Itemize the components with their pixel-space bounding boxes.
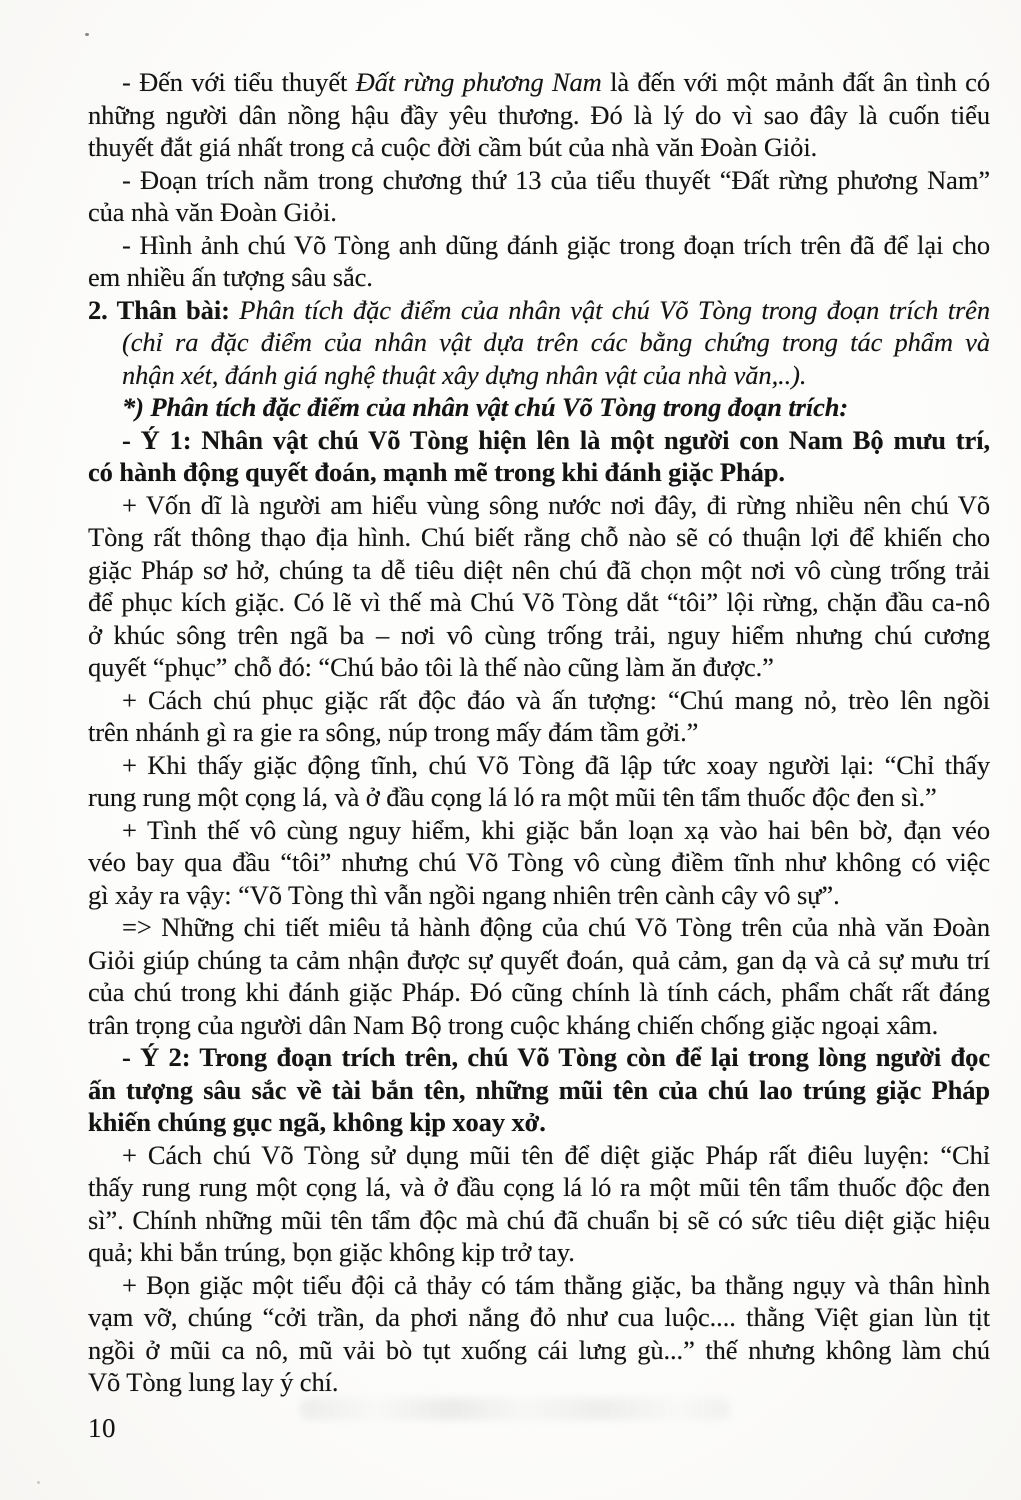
text-line xyxy=(88,1204,990,1237)
text-line xyxy=(88,1171,990,1204)
text-line xyxy=(88,1106,990,1139)
scan-speck xyxy=(37,1481,40,1484)
scan-bleedthrough-artifact xyxy=(300,1398,730,1420)
text-line xyxy=(88,749,990,782)
paragraph-intro-point-impression xyxy=(88,229,990,294)
text-run: + Bọn giặc một tiểu đội cả thảy có tám thằng giặc, ba thằng ngụy và thân hình xyxy=(122,1269,990,1300)
text-run: nhận xét, đánh giá nghệ thuật xây dựng nhân vật của nhà văn,..). xyxy=(122,359,807,390)
text-line xyxy=(88,229,990,262)
paragraph-y1-evidence-reaction xyxy=(88,749,990,814)
text-run: Phân tích đặc điểm của nhân vật chú Võ Tòng trong đoạn trích trên xyxy=(239,294,990,325)
paragraph-y1-evidence-terrain xyxy=(88,489,990,684)
text-run: - Ý 1: Nhân vật chú Võ Tòng hiện lên là một người con Nam Bộ mưu trí, xyxy=(122,424,990,455)
text-run: thuyết đắt giá nhất trong cả cuộc đời cầm bút của nhà văn Đoàn Giỏi. xyxy=(88,132,818,162)
text-run: (chỉ ra đặc điểm của nhân vật dựa trên các bằng chứng trong tác phẩm và xyxy=(122,327,990,357)
paragraph-intro-point-excerpt xyxy=(88,164,990,229)
text-run: 2. Thân bài: xyxy=(88,294,240,325)
text-line xyxy=(88,489,990,522)
text-run: ngồi ở mũi ca nô, mũ vải bò tụt xuống cái lưng gù...” thế nhưng không làm chú xyxy=(88,1334,990,1365)
paragraph-intro-point-novel xyxy=(88,66,990,164)
text-line xyxy=(88,586,990,619)
text-run: Đất rừng phương Nam xyxy=(355,67,602,97)
text-run: - Đến với tiểu thuyết xyxy=(122,67,356,97)
text-block xyxy=(88,66,990,1399)
text-run: quyết “phục” chỗ đó: “Chú bảo tôi là thế nào cũng làm ăn được.” xyxy=(88,652,774,682)
text-run: gì xảy ra vậy: “Võ Tòng thì vẫn ngồi ngang nhiên trên cành cây vô sự”. xyxy=(88,879,840,910)
text-line xyxy=(88,1301,990,1334)
text-run: ấn tượng sâu sắc về tài bắn tên, những mũi tên của chú lao trúng giặc Pháp xyxy=(88,1074,990,1105)
paragraph-y2-evidence-enemy xyxy=(88,1269,990,1399)
text-run: là đến với một mảnh đất ân tình có xyxy=(601,67,990,97)
text-run: trên nhánh gì ra gie ra sông, núp trong mấy đám tầm gởi.” xyxy=(88,717,699,747)
text-run: của nhà văn Đoàn Giỏi. xyxy=(88,197,337,227)
text-line xyxy=(88,1269,990,1302)
text-line xyxy=(88,131,990,164)
text-run: + Cách chú phục giặc rất độc đáo và ấn tượng: “Chú mang nỏ, trèo lên ngồi xyxy=(122,684,990,715)
text-line xyxy=(88,326,990,359)
text-line xyxy=(88,1366,990,1399)
text-line xyxy=(88,99,990,132)
text-run: => Những chi tiết miêu tả hành động của chú Võ Tòng trên của nhà văn Đoàn xyxy=(122,912,990,942)
text-run: *) Phân tích đặc điểm của nhân vật chú Võ Tòng trong đoạn trích: xyxy=(122,392,849,422)
text-line xyxy=(88,196,990,229)
text-run: sì”. Chính những mũi tên tẩm độc mà chú đã chuẩn bị sẽ có sức tiêu diệt giặc hiệu xyxy=(88,1204,990,1235)
text-run: Giỏi giúp chúng ta cảm nhận được sự quyết đoán, quả cảm, gan dạ và cả sự mưu trí xyxy=(88,944,990,975)
text-run: - Đoạn trích nằm trong chương thứ 13 của tiểu thuyết “Đất rừng phương Nam” xyxy=(122,164,990,195)
text-line xyxy=(88,651,990,684)
text-run: thấy rung rung một cọng lá, và ở đầu cọng lá ló ra một mũi tên tẩm thuốc độc đen xyxy=(88,1172,990,1202)
text-line xyxy=(88,1334,990,1367)
text-run: rung rung một cọng lá, và ở đầu cọng lá ló ra một mũi tên tẩm thuốc độc đen sì.” xyxy=(88,782,937,812)
paragraph-y2-heading xyxy=(88,1041,990,1139)
paragraph-y1-evidence-calm xyxy=(88,814,990,912)
text-run: + Tình thế vô cùng nguy hiểm, khi giặc bắn loạn xạ vào hai bên bờ, đạn véo xyxy=(122,814,990,845)
text-run: Võ Tòng lung lay ý chí. xyxy=(88,1367,339,1397)
page-number: 10 xyxy=(88,1413,116,1443)
text-line xyxy=(88,359,990,392)
text-line xyxy=(88,554,990,587)
text-run: quả; khi bắn trúng, bọn giặc không kịp trở tay. xyxy=(88,1237,575,1267)
text-run: vạm vỡ, chúng “cởi trần, da phơi nắng đỏ như cua luộc.... thằng Việt gian lùn tịt xyxy=(88,1302,990,1332)
text-line xyxy=(88,164,990,197)
text-line xyxy=(88,1236,990,1269)
text-line xyxy=(88,846,990,879)
scan-speck xyxy=(85,33,89,36)
text-run: véo bay qua đầu “tôi” nhưng chú Võ Tòng vô cùng điềm tĩnh như không có việc xyxy=(88,847,990,877)
paragraph-y2-evidence-skill xyxy=(88,1139,990,1269)
text-line xyxy=(88,1041,990,1074)
paragraph-y1-conclusion xyxy=(88,911,990,1041)
text-run: có hành động quyết đoán, mạnh mẽ trong khi đánh giặc Pháp. xyxy=(88,457,785,487)
text-line xyxy=(88,66,990,99)
paragraph-y1-evidence-ambush xyxy=(88,684,990,749)
text-line xyxy=(88,1074,990,1107)
paragraph-than-bai-heading xyxy=(88,294,990,392)
text-run: những người dân nồng hậu đầy yêu thương. Đó là lý do vì sao đây là cuốn tiểu xyxy=(88,99,990,130)
text-line xyxy=(88,1009,990,1042)
text-line xyxy=(88,781,990,814)
text-line xyxy=(88,261,990,294)
text-line xyxy=(88,424,990,457)
text-run: Tòng rất thông thạo địa hình. Chú biết rằng chỗ nào sẽ có thuận lợi để khiến cho xyxy=(88,522,990,552)
paragraph-y1-heading xyxy=(88,424,990,489)
text-line xyxy=(88,521,990,554)
text-line xyxy=(88,684,990,717)
text-line xyxy=(88,814,990,847)
text-run: - Hình ảnh chú Võ Tòng anh dũng đánh giặc trong đoạn trích trên đã để lại cho xyxy=(122,229,990,260)
text-line xyxy=(88,456,990,489)
text-run: + Cách chú Võ Tòng sử dụng mũi tên để diệt giặc Pháp rất điêu luyện: “Chỉ xyxy=(122,1139,990,1170)
paragraph-analysis-subheading xyxy=(88,391,990,424)
text-run: - Ý 2: Trong đoạn trích trên, chú Võ Tòng còn để lại trong lòng người đọc xyxy=(122,1042,990,1072)
text-run: của chú trong khi đánh giặc Pháp. Đó cũng chính là tính cách, phẩm chất rất đáng xyxy=(88,977,990,1007)
text-run: + Vốn dĩ là người am hiểu vùng sông nước nơi đây, đi rừng nhiều nên chú Võ xyxy=(122,489,990,520)
text-run: ở khúc sông trên ngã ba – nơi vô cùng trống trải, nguy hiểm nhưng chú cương xyxy=(88,619,990,650)
text-line xyxy=(88,391,990,424)
text-line xyxy=(88,294,990,327)
text-line xyxy=(88,879,990,912)
text-run: để phục kích giặc. Có lẽ vì thế mà Chú Võ Tòng dắt “tôi” lội rừng, chặn đầu ca-nô xyxy=(88,587,990,617)
text-run: trân trọng của người dân Nam Bộ trong cuộc kháng chiến chống giặc ngoại xâm. xyxy=(88,1009,939,1040)
text-line xyxy=(88,911,990,944)
text-run: em nhiều ấn tượng sâu sắc. xyxy=(88,262,373,292)
text-line xyxy=(88,976,990,1009)
text-run: khiến chúng gục ngã, không kịp xoay xở. xyxy=(88,1107,546,1137)
text-line xyxy=(88,1139,990,1172)
text-line xyxy=(88,716,990,749)
text-line xyxy=(88,944,990,977)
text-run: + Khi thấy giặc động tĩnh, chú Võ Tòng đã lập tức xoay người lại: “Chỉ thấy xyxy=(122,749,990,780)
text-line xyxy=(88,619,990,652)
text-run: giặc Pháp sơ hở, chúng ta dễ tiêu diệt nên chú đã chọn một nơi vô cùng trống trải xyxy=(88,554,990,585)
